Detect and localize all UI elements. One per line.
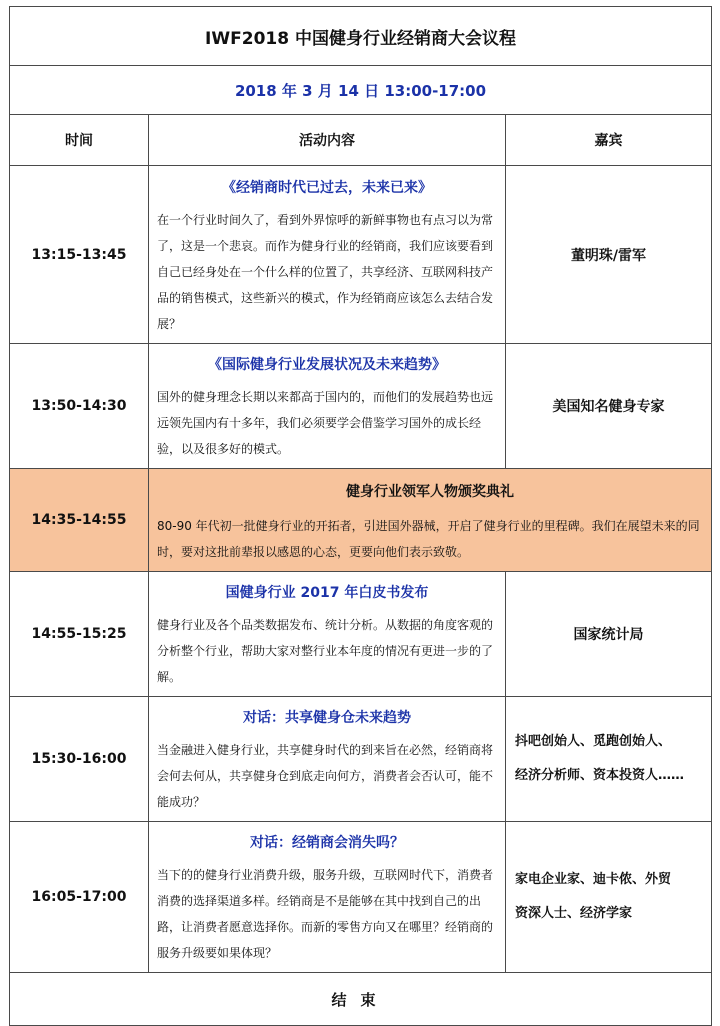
session-desc: 在一个行业时间久了，看到外界惊呼的新鲜事物也有点习以为常了，这是一个悲哀。而作为健身行业的经销商，我们应该要看到自己已经身处在一个什么样的位置了，共享经济、互联网科技产品的销售模式，这些新兴的模式，作为经销商应该怎么去结合发展？	[157, 212, 494, 331]
session-topic: 国健身行业 2017 年白皮书发布	[225, 585, 429, 601]
header-content: 活动内容	[149, 115, 506, 166]
title-row	[10, 7, 712, 66]
session-topic: 《经销商时代已过去，未来已来》	[222, 179, 432, 196]
session-content	[149, 572, 506, 697]
session-topic: 对话：经销商会消失吗？	[250, 835, 404, 851]
session-row	[10, 572, 712, 697]
end-label: 结束	[10, 973, 712, 1026]
header-row	[10, 115, 712, 166]
session-time: 14:55-15:25	[10, 572, 149, 697]
session-content	[149, 166, 506, 344]
session-time: 15:30-16:00	[10, 697, 149, 822]
session-guest: 美国知名健身专家	[506, 344, 712, 469]
agenda-date: 2018 年 3 月 14 日 13:00-17:00	[10, 66, 712, 115]
date-row	[10, 66, 712, 115]
guest-line: 资深人士、经济学家	[515, 906, 633, 921]
session-content	[149, 344, 506, 469]
session-guest: 董明珠/雷军	[506, 166, 712, 344]
guest-line: 抖吧创始人、觅跑创始人、	[515, 734, 672, 749]
session-content	[149, 822, 506, 973]
guest-line: 经济分析师、资本投资人……	[515, 768, 685, 783]
session-desc: 国外的健身理念长期以来都高于国内的，而他们的发展趋势也远远领先国内有十多年，我们必须要学会借鉴学习国外的成长经验，以及很多好的模式。	[157, 390, 494, 456]
session-content	[149, 469, 712, 572]
session-time: 13:15-13:45	[10, 166, 149, 344]
session-row-highlighted	[10, 469, 712, 572]
end-row	[10, 973, 712, 1026]
header-guest: 嘉宾	[506, 115, 712, 166]
agenda-title: IWF2018 中国健身行业经销商大会议程	[10, 7, 712, 66]
session-row	[10, 822, 712, 973]
guest-line: 家电企业家、迪卡侬、外贸	[515, 872, 672, 887]
session-desc: 健身行业及各个品类数据发布、统计分析。从数据的角度客观的分析整个行业，帮助大家对整行业本年度的情况有更进一步的了解。	[157, 618, 494, 684]
session-guest: 国家统计局	[506, 572, 712, 697]
session-time: 14:35-14:55	[10, 469, 149, 572]
header-time: 时间	[10, 115, 149, 166]
session-row	[10, 166, 712, 344]
session-content	[149, 697, 506, 822]
agenda-table	[9, 6, 712, 1026]
session-topic: 《国际健身行业发展状况及未来趋势》	[208, 357, 446, 373]
session-desc: 当金融进入健身行业，共享健身时代的到来旨在必然，经销商将会何去何从，共享健身仓到底走向何方，消费者会否认可，能不能成功？	[157, 743, 494, 809]
session-row	[10, 344, 712, 469]
session-topic: 对话：共享健身仓未来趋势	[243, 710, 411, 726]
session-time: 13:50-14:30	[10, 344, 149, 469]
session-row	[10, 697, 712, 822]
session-time: 16:05-17:00	[10, 822, 149, 973]
session-desc: 当下的的健身行业消费升级，服务升级，互联网时代下，消费者消费的选择渠道多样。经销商是不是能够在其中找到自己的出路，让消费者愿意选择你。而新的零售方向又在哪里？经销商的服务升级要如果体现？	[157, 868, 494, 960]
session-guest	[506, 822, 712, 973]
session-guest	[506, 697, 712, 822]
session-desc: 80-90 年代初一批健身行业的开拓者，引进国外器械，开启了健身行业的里程碑。我们在展望未来的同时，要对这批前辈报以感恩的心态，更要向他们表示致敬。	[157, 519, 700, 559]
session-topic: 健身行业领军人物颁奖典礼	[346, 484, 514, 500]
